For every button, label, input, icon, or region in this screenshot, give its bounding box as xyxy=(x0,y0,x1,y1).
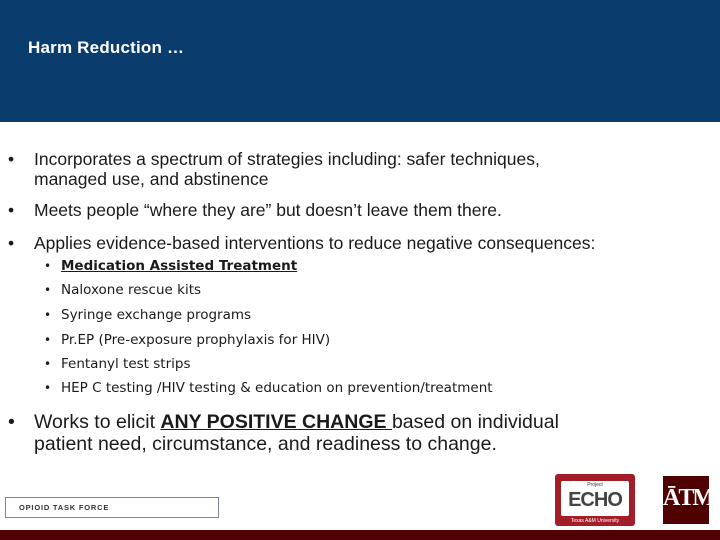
bullet-text: Applies evidence-based interventions to reduce negative consequences: xyxy=(34,233,596,253)
sub-bullet-text: HEP C testing /HIV testing & education on prevention/treatment xyxy=(61,380,493,396)
bullet-text: Meets people “where they are” but doesn’t leave them there. xyxy=(34,200,502,220)
sub-bullet-text: Naloxone rescue kits xyxy=(61,282,202,298)
sub-bullet-text: Syringe exchange programs xyxy=(61,307,252,323)
bullet-text xyxy=(34,410,559,434)
footer-label-box xyxy=(5,497,219,518)
bullet-text-continued: patient need, circumstance, and readiness to change. xyxy=(34,433,497,455)
sub-bullet-marker: • xyxy=(44,308,52,322)
slide-title: Harm Reduction … xyxy=(28,38,185,57)
bullet-marker: • xyxy=(8,200,15,220)
bullet-prefix: Works to elicit xyxy=(34,411,161,433)
echo-university-text: Texas A&M University xyxy=(570,518,620,524)
bullet-suffix: based on individual xyxy=(391,411,559,433)
echo-project-text: Project xyxy=(587,482,603,488)
sub-bullet-marker: • xyxy=(44,259,52,273)
texas-am-logo xyxy=(663,476,713,524)
sub-bullet-marker: • xyxy=(44,283,52,297)
bottom-bar xyxy=(0,530,720,540)
sub-bullet-text: Pr.EP (Pre-exposure prophylaxis for HIV) xyxy=(61,332,331,348)
sub-bullet-text: Medication Assisted Treatment xyxy=(61,258,298,274)
sub-bullet-text: Fentanyl test strips xyxy=(61,356,191,372)
emphasis-text: ANY POSITIVE CHANGE xyxy=(160,411,392,433)
bullet-text: Incorporates a spectrum of strategies including: safer techniques, xyxy=(34,149,540,169)
bullet-marker: • xyxy=(8,149,15,169)
header-banner xyxy=(0,0,720,122)
project-echo-logo xyxy=(555,474,635,526)
bullet-marker: • xyxy=(8,411,15,433)
bullet-marker: • xyxy=(8,233,15,253)
footer-label: OPIOID TASK FORCE xyxy=(19,503,110,512)
echo-word: ECHO xyxy=(568,489,622,511)
echo-logo-panel xyxy=(561,481,629,516)
sub-bullet-marker: • xyxy=(44,333,52,347)
tamu-logo-text: ĀTM xyxy=(663,485,713,511)
sub-bullet-marker: • xyxy=(44,357,52,371)
bullet-text-continued: managed use, and abstinence xyxy=(34,169,269,189)
sub-bullet-marker: • xyxy=(44,381,52,395)
